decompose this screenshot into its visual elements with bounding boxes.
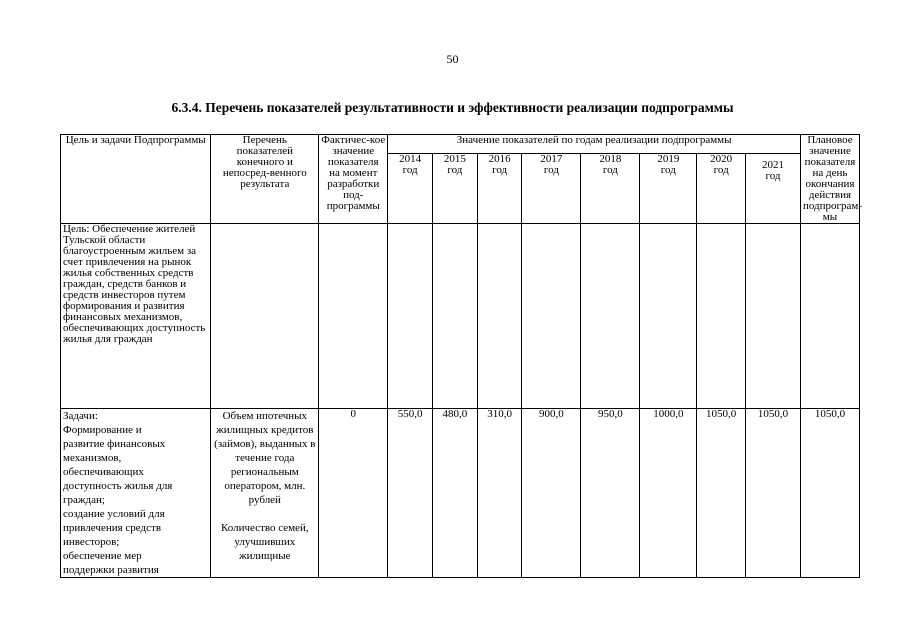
header-year <box>697 154 746 224</box>
year-unit: год <box>660 164 676 176</box>
task-line: механизмов, <box>63 452 122 464</box>
task-line: поддержки развития <box>63 564 159 576</box>
task-line: обеспечение мер <box>63 550 142 562</box>
tasks-cell <box>61 409 211 578</box>
header-years-group: Значение показателей по годам реализации подпрограммы <box>388 135 801 154</box>
value-2017: 900,0 <box>522 409 581 578</box>
empty-cell <box>522 224 581 409</box>
year-number: 2016 <box>488 153 511 165</box>
task-line: привлечения средств <box>63 522 162 534</box>
task-line: инвесторов; <box>63 536 120 548</box>
empty-cell <box>697 224 746 409</box>
task-line: создание условий для <box>63 508 165 520</box>
value-2016: 310,0 <box>477 409 522 578</box>
header-year <box>388 154 433 224</box>
empty-cell <box>800 224 859 409</box>
header-year <box>746 154 801 224</box>
empty-cell <box>746 224 801 409</box>
header-year <box>640 154 697 224</box>
header-indicators: Перечень показателей конечного и непосред-венного результата <box>211 135 319 224</box>
indicator-1: Объем ипотечных жилищных кредитов (займов), выданных в течение года региональным оператором, млн. рублей <box>214 410 316 506</box>
empty-cell <box>388 224 433 409</box>
year-unit: год <box>492 164 508 176</box>
year-number: 2021 <box>762 159 785 171</box>
goal-row <box>61 224 860 409</box>
header-goal: Цель и задачи Подпрограммы <box>61 135 211 224</box>
value-2021: 1050,0 <box>746 409 801 578</box>
empty-cell <box>477 224 522 409</box>
indicator-2: Количество семей, улучшивших жилищные <box>220 522 309 562</box>
goal-text: Цель: Обеспечение жителей Тульской области благоустроенным жильем за счет привлечения на рынок жилья собственных средств граждан, средств банков и средств инвесторов путем формирования и развития финансовых механизмов, обеспечивающих доступность жилья для граждан <box>61 224 211 409</box>
task-line: обеспечивающих <box>63 466 144 478</box>
empty-cell <box>211 224 319 409</box>
header-year <box>433 154 478 224</box>
task-line: граждан; <box>63 494 105 506</box>
value-2019: 1000,0 <box>640 409 697 578</box>
value-2015: 480,0 <box>433 409 478 578</box>
year-unit: год <box>402 164 418 176</box>
year-unit: год <box>447 164 463 176</box>
year-unit: год <box>543 164 559 176</box>
year-unit: год <box>713 164 729 176</box>
year-number: 2014 <box>399 153 422 165</box>
header-actual: Фактичес-кое значение показателя на момент разработки под-программы <box>319 135 388 224</box>
header-year <box>581 154 640 224</box>
header-row-1 <box>61 135 860 154</box>
planned-value: 1050,0 <box>800 409 859 578</box>
page-number: 50 <box>446 52 459 66</box>
page-title: 6.3.4. Перечень показателей результативности и эффективности реализации подпрограммы <box>171 100 734 115</box>
year-unit: год <box>602 164 618 176</box>
actual-value: 0 <box>319 409 388 578</box>
task-line: Формирование и <box>63 424 142 436</box>
header-planned: Плановое значение показателя на день окончания действия подпрограм-мы <box>800 135 859 224</box>
task-line: Задачи: <box>63 410 98 422</box>
value-2018: 950,0 <box>581 409 640 578</box>
year-unit: год <box>765 170 781 182</box>
empty-cell <box>433 224 478 409</box>
indicators-cell <box>211 409 319 578</box>
year-number: 2017 <box>540 153 563 165</box>
empty-cell <box>319 224 388 409</box>
indicators-table <box>60 134 863 578</box>
empty-cell <box>640 224 697 409</box>
value-2014: 550,0 <box>388 409 433 578</box>
year-number: 2020 <box>710 153 733 165</box>
empty-cell <box>581 224 640 409</box>
year-number: 2018 <box>599 153 622 165</box>
task-row <box>61 409 860 578</box>
header-year <box>522 154 581 224</box>
value-2020: 1050,0 <box>697 409 746 578</box>
task-line: доступность жилья для <box>63 480 173 492</box>
task-line: развитие финансовых <box>63 438 166 450</box>
year-number: 2015 <box>443 153 466 165</box>
year-number: 2019 <box>657 153 680 165</box>
header-year <box>477 154 522 224</box>
